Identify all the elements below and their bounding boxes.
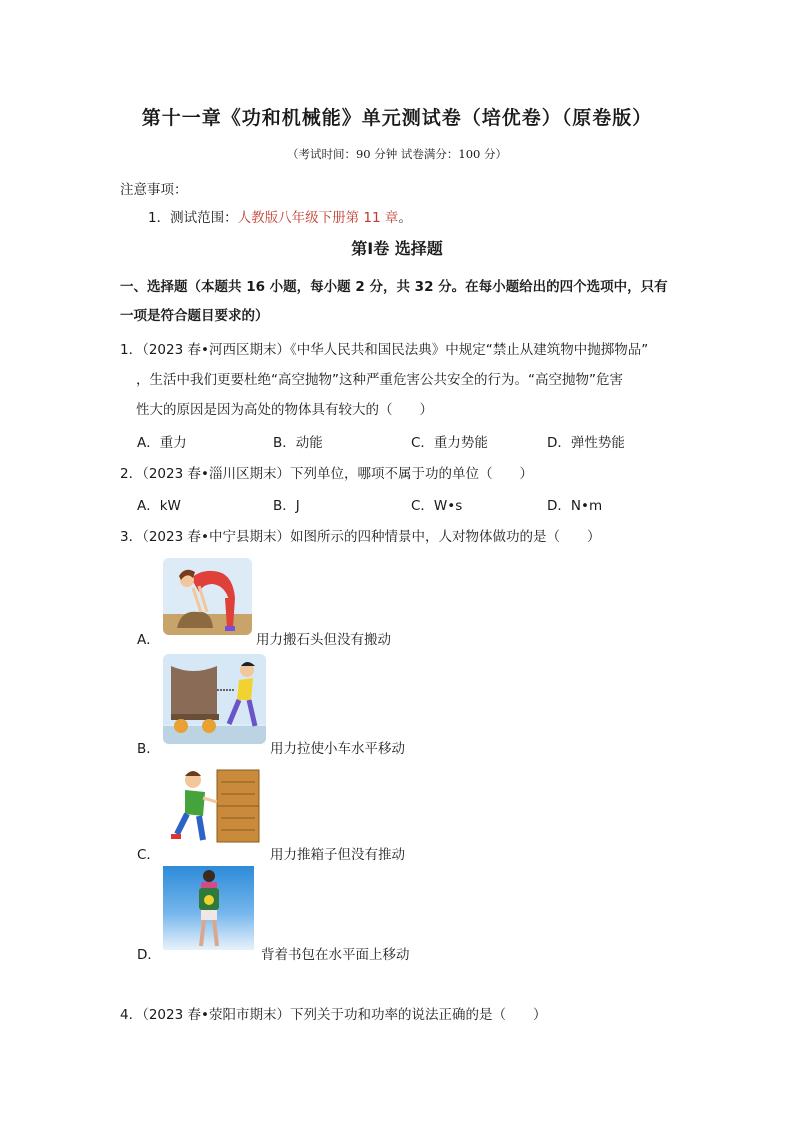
notice-item-suffix: 。: [398, 210, 412, 226]
q4-stem: 4．（2023 春•荥阳市期末）下列关于功和功率的说法正确的是（ ）: [120, 1007, 547, 1023]
q3-option-c-text: 用力推箱子但没有推动: [270, 847, 405, 863]
part1-instructions-line2: 一项是符合题目要求的）: [120, 308, 269, 324]
notice-item-prefix: 1．测试范围：: [148, 210, 238, 226]
q1-stem-line1: 1．（2023 春•河西区期末）《中华人民共和国民法典》中规定“禁止从建筑物中抛掷物品”: [120, 342, 649, 358]
test-scope: 人教版八年级下册第 11 章: [237, 210, 399, 226]
page-title: 第十一章《功和机械能》单元测试卷（培优卷）（原卷版）: [141, 107, 653, 129]
pulling-cart-illustration: [163, 654, 266, 744]
q1-option-b: B．动能: [273, 435, 323, 451]
pushing-box-illustration: [163, 762, 266, 852]
q2-option-b: B．J: [273, 498, 300, 514]
q1-option-d: D．弹性势能: [547, 435, 625, 451]
q3-option-c-letter: C．: [137, 847, 160, 863]
q1-stem-line3: 性大的原因是因为高处的物体具有较大的（ ）: [136, 402, 433, 418]
q2-option-a: A．kW: [137, 498, 181, 514]
section-title: 第Ⅰ卷 选择题: [351, 239, 443, 258]
backpack-walking-illustration: [163, 866, 254, 950]
q3-option-d-letter: D．: [137, 947, 161, 963]
q1-option-c: C．重力势能: [411, 435, 488, 451]
q3-option-b-letter: B．: [137, 741, 160, 757]
exam-info: （考试时间：90 分钟 试卷满分：100 分）: [286, 147, 508, 161]
lifting-stone-illustration: [163, 558, 252, 635]
q3-option-b-text: 用力拉使小车水平移动: [270, 741, 405, 757]
part1-instructions-line1: 一、选择题（本题共 16 小题，每小题 2 分，共 32 分。在每小题给出的四个选项中，只有: [120, 279, 668, 295]
q2-option-c: C．W•s: [411, 498, 463, 514]
q2-stem: 2．（2023 春•淄川区期末）下列单位，哪项不属于功的单位（ ）: [120, 466, 533, 482]
q3-option-a-text: 用力搬石头但没有搬动: [256, 632, 391, 648]
q2-option-d: D．N•m: [547, 498, 603, 514]
notice-item: [148, 206, 412, 226]
q1-option-a: A．重力: [137, 435, 187, 451]
q3-option-a-letter: A．: [137, 632, 160, 648]
q3-stem: 3．（2023 春•中宁县期末）如图所示的四种情景中，人对物体做功的是（ ）: [120, 529, 601, 545]
q1-stem-line2: ，生活中我们更要杜绝“高空抛物”这种严重危害公共安全的行为。“高空抛物”危害: [136, 372, 623, 388]
notice-heading: 注意事项：: [120, 182, 188, 198]
q3-option-d-text: 背着书包在水平面上移动: [261, 947, 410, 963]
